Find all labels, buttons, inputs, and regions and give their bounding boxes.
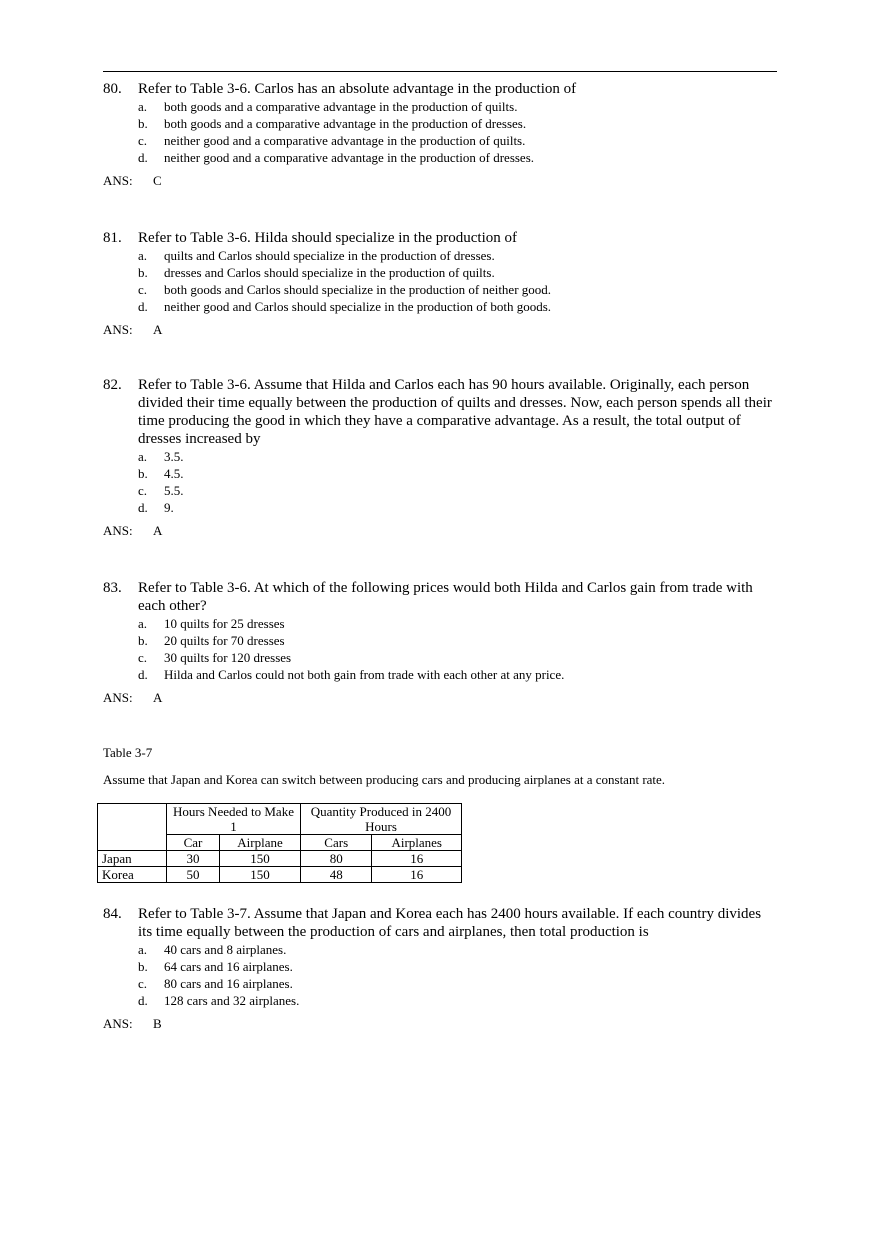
option-letter: b. [138, 116, 148, 131]
option-letter: b. [138, 466, 148, 481]
option-letter: c. [138, 282, 148, 297]
answer-line [103, 1015, 777, 1032]
option-text: 3.5. [164, 449, 184, 464]
option-letter: a. [138, 942, 148, 957]
table-cell: 150 [220, 851, 301, 867]
option [138, 149, 777, 166]
question-stem [103, 579, 777, 615]
column-header: Cars [301, 835, 372, 851]
option-letter: d. [138, 150, 148, 165]
option-text: 5.5. [164, 483, 184, 498]
question-text: Refer to Table 3-7. Assume that Japan and Korea each has 2400 hours available. If each country divides its time equally between the production of cars and airplanes, then total production is [138, 906, 762, 940]
question-number: 83. [103, 580, 122, 596]
option-text: neither good and a comparative advantage in the production of dresses. [164, 150, 535, 165]
option-letter: d. [138, 500, 148, 515]
option-text: 80 cars and 16 airplanes. [164, 976, 293, 991]
question-number: 82. [103, 377, 122, 393]
table-cell: 80 [301, 851, 372, 867]
option [138, 666, 777, 683]
question-82 [103, 376, 777, 539]
table-3-7 [97, 803, 462, 883]
option-text: 20 quilts for 70 dresses [164, 633, 285, 648]
answer-value: C [153, 173, 162, 188]
option [138, 247, 777, 264]
option-text: 9. [164, 500, 174, 515]
question-number: 81. [103, 230, 122, 246]
table-row [98, 851, 462, 867]
row-label: Japan [98, 851, 167, 867]
option-letter: b. [138, 633, 148, 648]
option-letter: c. [138, 650, 148, 665]
option [138, 482, 777, 499]
column-header: Car [167, 835, 220, 851]
question-text: Refer to Table 3-6. Hilda should specialize in the production of [138, 230, 517, 246]
option-text: quilts and Carlos should specialize in the production of dresses. [164, 248, 495, 263]
question-83 [103, 579, 777, 706]
option-text: 40 cars and 8 airplanes. [164, 942, 287, 957]
answer-label: ANS: [103, 173, 133, 188]
table-cell: 16 [372, 851, 462, 867]
question-text: Refer to Table 3-6. Carlos has an absolute advantage in the production of [138, 81, 577, 97]
options-list [138, 247, 777, 315]
option-letter: d. [138, 667, 148, 682]
option [138, 992, 777, 1009]
option-letter: d. [138, 299, 148, 314]
answer-line [103, 321, 777, 338]
question-84 [103, 905, 777, 1032]
table-title: Table 3-7 [103, 745, 153, 760]
question-text: Refer to Table 3-6. Assume that Hilda and Carlos each has 90 hours available. Originally, each person divided their time equally between the production of quilts and dresses. Now, each person spends all their time producing the good in which they have a comparative advantage. As a result, the total output of dresses increased by [138, 377, 772, 447]
table-cell: 50 [167, 867, 220, 883]
question-number: 84. [103, 906, 122, 922]
option [138, 281, 777, 298]
option-letter: c. [138, 483, 148, 498]
question-81 [103, 229, 777, 338]
question-stem [103, 80, 777, 98]
option [138, 448, 777, 465]
option-text: both goods and a comparative advantage in the production of quilts. [164, 99, 518, 114]
answer-value: A [153, 523, 163, 538]
option-text: 128 cars and 32 airplanes. [164, 993, 300, 1008]
answer-value: A [153, 690, 163, 705]
column-header: Airplane [220, 835, 301, 851]
option [138, 132, 777, 149]
option-letter: a. [138, 449, 148, 464]
option [138, 499, 777, 516]
option-letter: c. [138, 133, 148, 148]
table-cell: 48 [301, 867, 372, 883]
row-label: Korea [98, 867, 167, 883]
question-stem [103, 376, 777, 448]
answer-label: ANS: [103, 690, 133, 705]
option [138, 941, 777, 958]
answer-line [103, 522, 777, 539]
answer-line [103, 172, 777, 189]
options-list [138, 448, 777, 516]
option-text: Hilda and Carlos could not both gain from trade with each other at any price. [164, 667, 565, 682]
question-number: 80. [103, 81, 122, 97]
options-list [138, 615, 777, 683]
options-list [138, 98, 777, 166]
option [138, 98, 777, 115]
option-text: 30 quilts for 120 dresses [164, 650, 292, 665]
answer-label: ANS: [103, 1016, 133, 1031]
top-rule [103, 71, 777, 72]
table-group-header-row [98, 804, 462, 835]
option [138, 649, 777, 666]
table-cell: 16 [372, 867, 462, 883]
option [138, 298, 777, 315]
option [138, 115, 777, 132]
table-row [98, 867, 462, 883]
answer-line [103, 689, 777, 706]
option-letter: c. [138, 976, 148, 991]
option [138, 264, 777, 281]
option-letter: a. [138, 248, 148, 263]
question-stem [103, 229, 777, 247]
answer-label: ANS: [103, 322, 133, 337]
column-header: Airplanes [372, 835, 462, 851]
question-stem [103, 905, 777, 941]
question-80 [103, 80, 777, 189]
group-header-hours: Hours Needed to Make 1 [167, 804, 301, 835]
option [138, 465, 777, 482]
option-letter: b. [138, 959, 148, 974]
option-letter: a. [138, 616, 148, 631]
option-letter: d. [138, 993, 148, 1008]
option-text: neither good and a comparative advantage in the production of quilts. [164, 133, 526, 148]
answer-label: ANS: [103, 523, 133, 538]
answer-value: A [153, 322, 163, 337]
table-cell: 30 [167, 851, 220, 867]
table-description: Assume that Japan and Korea can switch between producing cars and producing airplanes at a constant rate. [103, 772, 666, 787]
table-cell: 150 [220, 867, 301, 883]
option-text: neither good and Carlos should specialize in the production of both goods. [164, 299, 552, 314]
option-text: both goods and Carlos should specialize in the production of neither good. [164, 282, 552, 297]
table-corner-cell [98, 804, 167, 851]
option [138, 615, 777, 632]
options-list [138, 941, 777, 1009]
option-text: 10 quilts for 25 dresses [164, 616, 285, 631]
option [138, 975, 777, 992]
option-text: both goods and a comparative advantage in the production of dresses. [164, 116, 527, 131]
option-letter: b. [138, 265, 148, 280]
option-text: dresses and Carlos should specialize in the production of quilts. [164, 265, 495, 280]
option [138, 632, 777, 649]
group-header-quantity: Quantity Produced in 2400 Hours [301, 804, 462, 835]
option [138, 958, 777, 975]
option-letter: a. [138, 99, 148, 114]
answer-value: B [153, 1016, 162, 1031]
option-text: 64 cars and 16 airplanes. [164, 959, 293, 974]
question-text: Refer to Table 3-6. At which of the following prices would both Hilda and Carlos gain from trade with each other? [138, 580, 753, 614]
option-text: 4.5. [164, 466, 184, 481]
